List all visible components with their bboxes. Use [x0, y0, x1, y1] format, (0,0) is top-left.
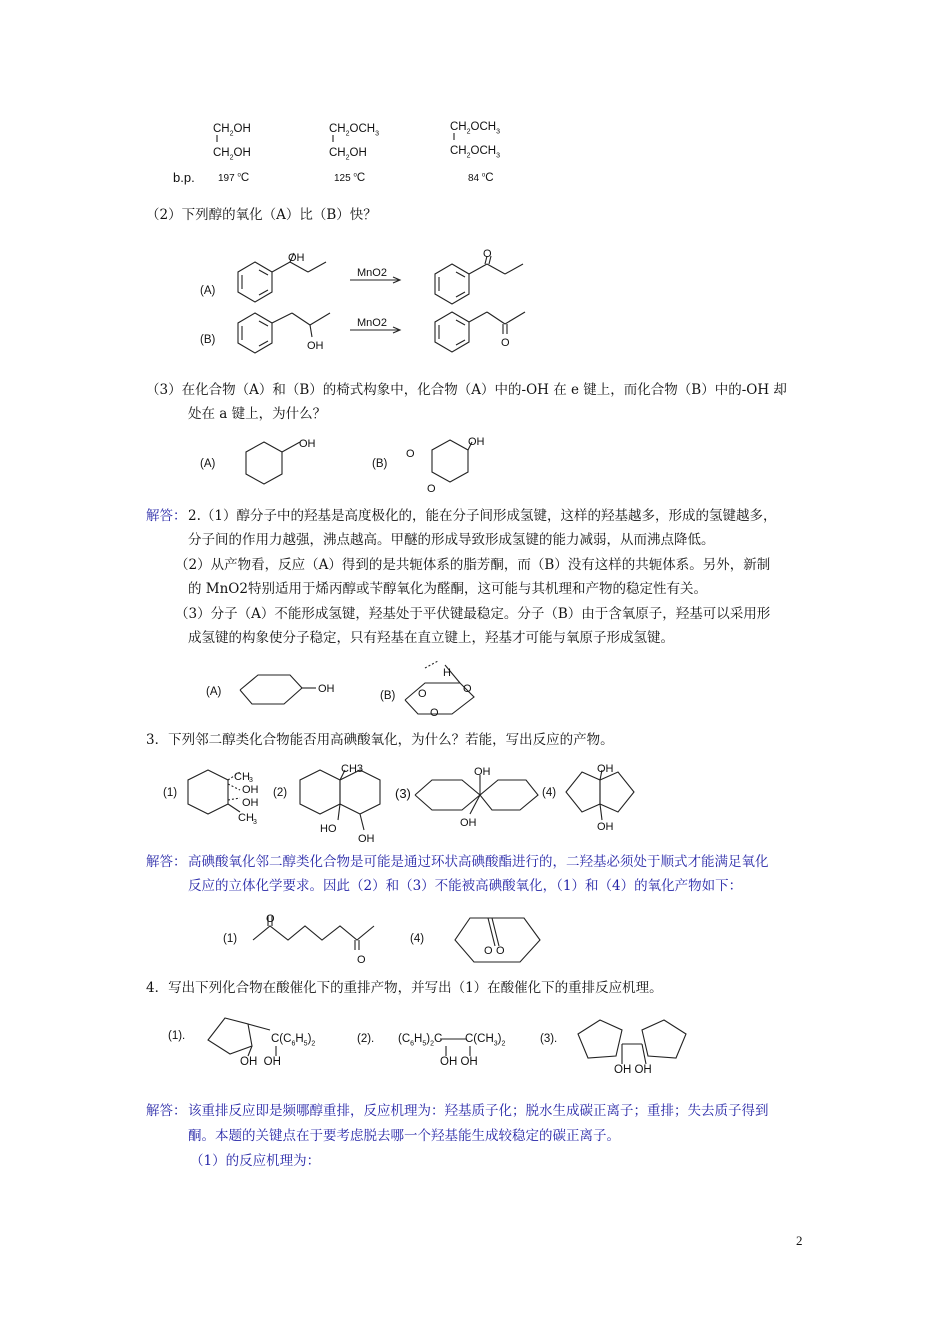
- q3main-label-4: (4): [542, 787, 557, 799]
- answer2-p2-line1: （2）从产物看，反应（A）得到的是共轭体系的脂芳酮，而（B）没有这样的共轭体系。另外，新制: [175, 557, 771, 573]
- svg-text:OH: OH: [288, 252, 305, 264]
- q2-text: （2）下列醇的氧化（A）比（B）快？: [146, 207, 377, 223]
- svg-text:O: O: [266, 913, 275, 925]
- answer2-p3-line1: （3）分子（A）不能形成氢键，羟基处于平伏键最稳定。分子（B）由于含氧原子，羟基可以采用形: [175, 606, 771, 622]
- svg-text:H: H: [443, 667, 451, 679]
- page-number: 2: [796, 1233, 803, 1248]
- svg-text:OH: OH: [474, 766, 491, 778]
- bp-mol3-top: $CH_2OCH_3$: [450, 121, 500, 136]
- q3main-label-3: (3): [395, 786, 411, 801]
- q3main-text: 3．下列邻二醇类化合物能否用高碘酸氧化，为什么？若能，写出反应的产物。: [146, 732, 614, 748]
- svg-text:OH: OH: [597, 763, 614, 775]
- q4-mol1-substituent: $C(C_6H_5)_2$: [271, 1033, 316, 1048]
- q3-line2: 处在 a 键上，为什么？: [188, 406, 327, 422]
- answer2-p3-line2: 成氢键的构象使分子稳定，只有羟基在直立键上，羟基才可能与氧原子形成氢键。: [188, 630, 674, 646]
- svg-text:MnO2: MnO2: [357, 317, 387, 329]
- svg-text:O: O: [484, 945, 493, 957]
- svg-text:O: O: [483, 248, 492, 260]
- answer2-p2-line2: 的 MnO2特别适用于烯丙醇或苄醇氧化为醛酮，这可能与其机理和产物的稳定性有关。: [188, 581, 707, 597]
- svg-text:OH: OH: [307, 340, 324, 352]
- q4-text: 4．写出下列化合物在酸催化下的重排产物，并写出（1）在酸催化下的重排反应机理。: [146, 980, 663, 996]
- svg-text:OH: OH: [460, 817, 477, 829]
- svg-text:MnO2: MnO2: [357, 267, 387, 279]
- svg-text:OH: OH: [318, 683, 335, 695]
- bp-mol3-bottom: $CH_2OCH_3$: [450, 145, 500, 160]
- bp-mol2-top: $CH_2OCH_3$: [329, 123, 379, 138]
- q4-mol2-left: $(C_6H_5)_2C$: [398, 1033, 443, 1048]
- answer3-label-4: (4): [410, 933, 425, 945]
- svg-text:OH: OH: [358, 833, 375, 845]
- svg-text:O: O: [463, 683, 472, 695]
- svg-text:O: O: [430, 707, 439, 719]
- bp-mol1-top: $CH_2OH$: [213, 123, 251, 138]
- q4-label-1: (1).: [168, 1030, 186, 1042]
- svg-text:CH3: CH3: [341, 763, 364, 775]
- svg-text:OH: OH: [597, 821, 614, 833]
- answer2-prefix: 解答：: [146, 508, 187, 524]
- answer3-prefix: 解答：: [146, 854, 187, 870]
- answer4-line3: （1）的反应机理为：: [190, 1153, 321, 1169]
- svg-text:CH: CH: [234, 771, 250, 783]
- answer4-line2: 酮。本题的关键点在于要考虑脱去哪一个羟基能生成较稳定的碳正离子。: [188, 1128, 620, 1144]
- answer2-p1-line2: 分子间的作用力越强，沸点越高。甲醚的形成导致形成氢键的能力减弱，从而沸点降低。: [188, 532, 715, 548]
- answer2-label-a: (A): [206, 686, 222, 698]
- bp-mol2-temp: 125 $^o$C: [334, 172, 366, 184]
- answer2-p1-line1: 2.（1）醇分子中的羟基是高度极化的，能在分子间形成氢键，这样的羟基越多，形成的氢键越多，: [188, 508, 777, 524]
- q2-label-a: (A): [200, 285, 216, 297]
- q3main-label-2: (2): [273, 787, 288, 799]
- svg-text:OH: OH: [242, 797, 259, 809]
- svg-text:HO: HO: [320, 823, 337, 835]
- q3-label-b: (B): [372, 458, 388, 470]
- bp-label: b.p.: [173, 170, 195, 185]
- q4-mol1-oh: OH OH: [240, 1056, 281, 1068]
- answer4-line1: 该重排反应即是频哪醇重排，反应机理为：羟基质子化；脱水生成碳正离子；重排；失去质子得到: [188, 1103, 769, 1119]
- answer3-line1: 高碘酸氧化邻二醇类化合物是可能是通过环状高碘酸酯进行的，二羟基必须处于顺式才能满足氧化: [188, 854, 769, 870]
- bp-mol1-temp: 197 $^o$C: [218, 172, 250, 184]
- q4-label-3: (3).: [540, 1033, 558, 1045]
- svg-text:CH: CH: [238, 812, 254, 824]
- q2-label-b: (B): [200, 334, 216, 346]
- q4-label-2: (2).: [357, 1033, 375, 1045]
- q4-mol2-right: $C(CH_3)_2$: [465, 1033, 506, 1048]
- svg-text:O: O: [427, 483, 436, 495]
- svg-text:OH: OH: [242, 784, 259, 796]
- svg-text:3: 3: [249, 777, 253, 784]
- svg-text:O: O: [406, 448, 415, 460]
- bp-mol3-temp: 84 $^o$C: [468, 172, 494, 184]
- svg-text:O: O: [418, 688, 427, 700]
- q4-mol3-oh: OH OH: [614, 1064, 652, 1076]
- svg-text:O: O: [501, 337, 510, 349]
- q4-mol2-oh: OH OH: [440, 1056, 478, 1068]
- svg-text:O: O: [357, 954, 366, 966]
- svg-text:O: O: [496, 945, 505, 957]
- q3-line1: （3）在化合物（A）和（B）的椅式构象中，化合物（A）中的-OH 在 e 键上，而化合物（B）中的-OH 却: [146, 382, 787, 398]
- svg-text:OH: OH: [299, 438, 316, 450]
- bp-mol2-bottom: $CH_2OH$: [329, 147, 367, 162]
- answer3-line2: 反应的立体化学要求。因此（2）和（3）不能被高碘酸氧化，（1）和（4）的氧化产物如下：: [188, 878, 743, 894]
- bp-mol1-bottom: $CH_2OH$: [213, 147, 251, 162]
- q3main-label-1: (1): [163, 787, 178, 799]
- svg-text:3: 3: [253, 819, 257, 826]
- answer4-prefix: 解答：: [146, 1103, 187, 1119]
- answer3-label-1: (1): [223, 933, 238, 945]
- svg-text:OH: OH: [468, 436, 485, 448]
- q3-label-a: (A): [200, 458, 216, 470]
- answer2-label-b: (B): [380, 690, 396, 702]
